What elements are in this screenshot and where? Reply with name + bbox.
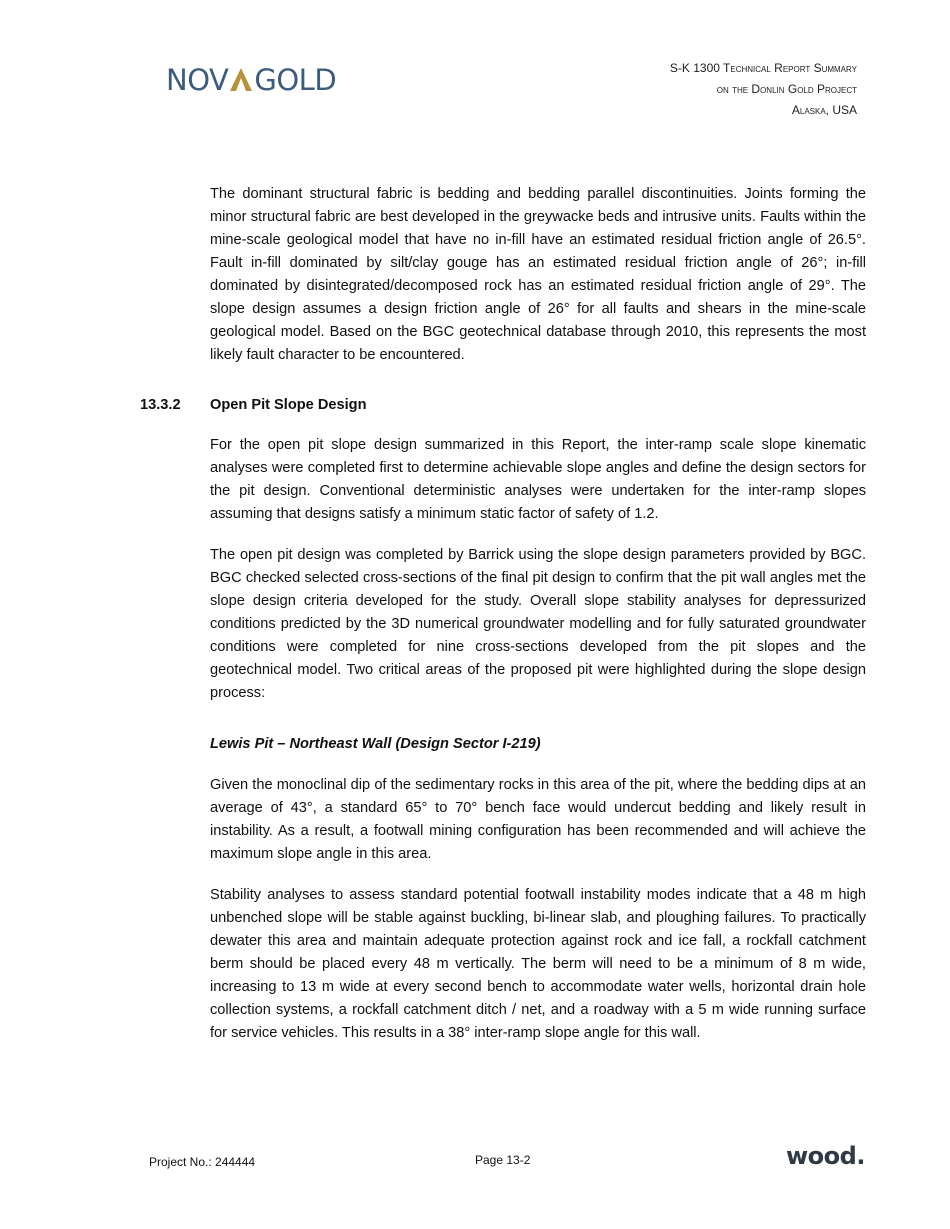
header-line-1: S-K 1300 Technical Report Summary [669,61,857,75]
section-number: 13.3.2 [140,397,181,413]
report-header [670,58,857,121]
section-title: Open Pit Slope Design [210,397,367,413]
page-number: Page 13-2 [475,1153,531,1167]
paragraph-stability-analyses: Stability analyses to assess standard potential footwall instability modes indicate that a 48 m high unbenched slope will be stable against buckling, bi-linear slab, and ploughing failures. To practically dewater this area and maintain adequate protection against rock and ice fall, a rockfall catchment berm should be placed every 48 m vertically. The berm will need to be a minimum of 8 m wide, increasing to 13 m wide at every second bench to accommodate water wells, horizontal drain hole collection systems, a rockfall catchment ditch / net, and a roadway with a 5 m wide running surface for service vehicles. This results in a 38° inter-ramp slope angle for this wall. [210,887,866,1041]
novagold-logo [166,62,336,98]
logo-text-start: NOV [166,63,229,97]
wood-logo: wood. [786,1142,865,1170]
paragraph-slope-design: For the open pit slope design summarized in this Report, the inter-ramp scale slope kinematic analyses were completed first to determine achievable slope angles and define the design sectors for the pit design. Conventional deterministic analyses were undertaken for the inter-ramp slopes assuming that designs satisfy a minimum static factor of safety of 1.2. [210,437,866,522]
header-line-3: Alaska, USA [791,103,857,117]
paragraph-monoclinal-dip: Given the monoclinal dip of the sedimentary rocks in this area of the pit, where the bedding dips at an average of 43°, a standard 65° to 70° bench face would undercut bedding and likely result in instability. As a result, a footwall mining configuration has been recommended and will achieve the maximum slope angle in this area. [210,777,866,862]
logo-a-mark-icon [229,66,253,92]
section-heading [140,394,866,417]
body-text-top [210,183,866,385]
logo-text-end: GOLD [254,63,337,97]
body-text-main [210,434,866,1063]
header-line-2: on the Donlin Gold Project [716,82,857,96]
paragraph-pit-design: The open pit design was completed by Barrick using the slope design parameters provided by BGC. BGC checked selected cross-sections of the final pit design to confirm that the pit wall angles met the slope design criteria developed for the study. Overall slope stability analyses for depressurized conditions predicted by the 3D numerical groundwater modelling and for fully saturated groundwater conditions were completed for nine cross-sections developed from the pit slopes and the geotechnical model. Two critical areas of the proposed pit were highlighted during the slope design process: [210,547,866,701]
subheading-lewis-pit: Lewis Pit – Northeast Wall (Design Sector I-219) [210,736,541,752]
paragraph-structural-fabric: The dominant structural fabric is bedding and bedding parallel discontinuities. Joints forming the minor structural fabric are best developed in the greywacke beds and intrusive units. Faults within the mine-scale geological model that have no in-fill have an estimated residual friction angle of 26.5°. Fault in-fill dominated by silt/clay gouge has an estimated residual friction angle of 26°; in-fill dominated by disintegrated/decomposed rock has an estimated residual friction angle of 29°. The slope design assumes a design friction angle of 26° for all faults and shears in the mine-scale geological model. Based on the BGC geotechnical database through 2010, this represents the most likely fault character to be encountered. [210,186,866,363]
project-number: Project No.: 244444 [149,1155,256,1169]
